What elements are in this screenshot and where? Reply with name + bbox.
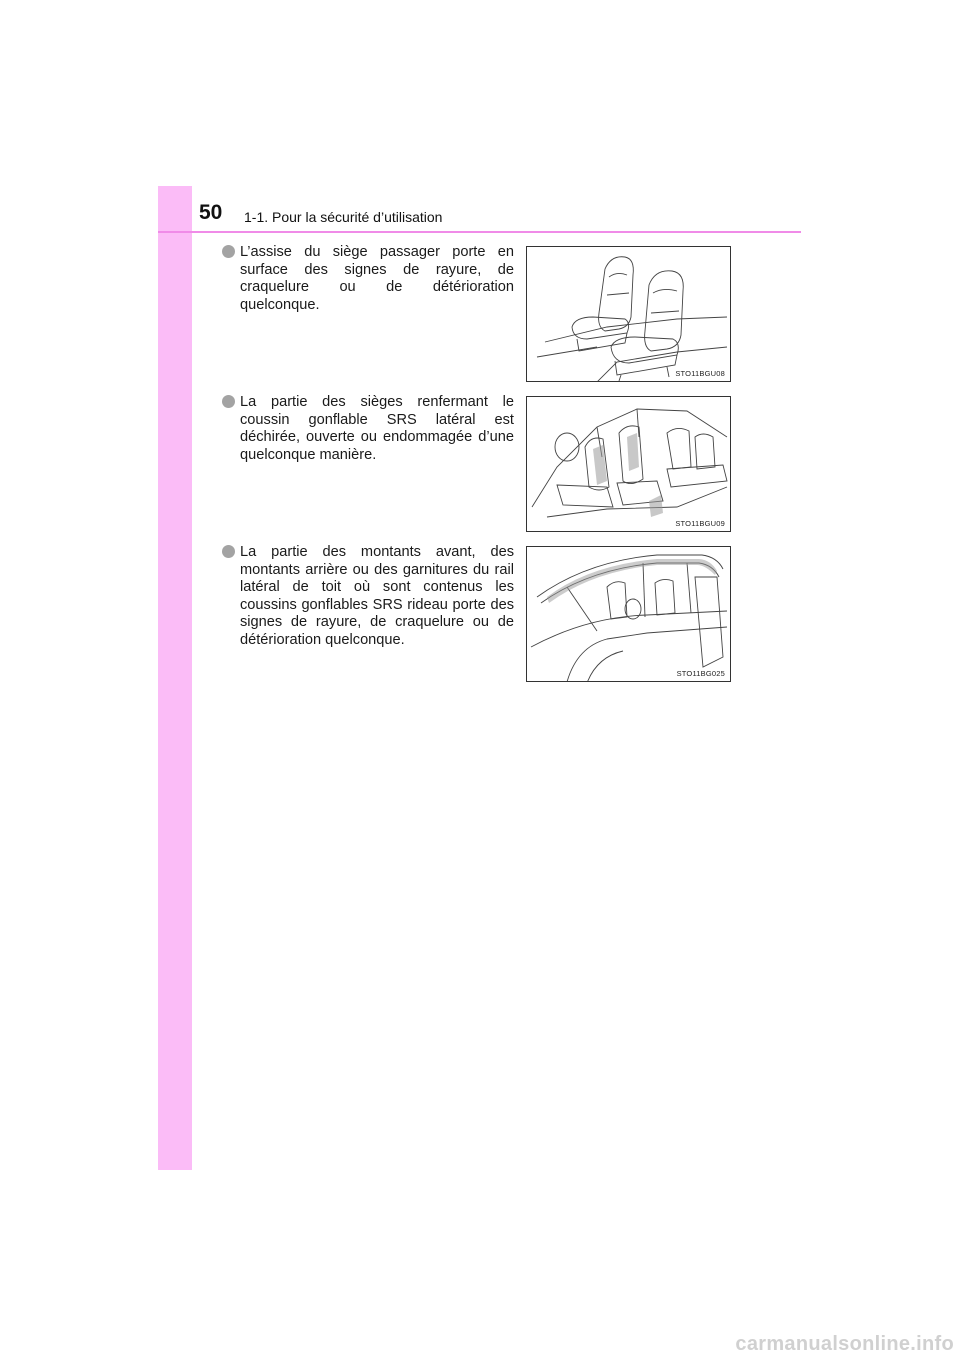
- figure-code: STO11BGU09: [675, 519, 725, 528]
- cabin-side-airbag-illustration: [527, 397, 731, 532]
- page-number: 50: [199, 201, 223, 224]
- figure-curtain-airbag: [526, 546, 731, 682]
- bullet-icon: [222, 245, 235, 258]
- watermark: carmanualsonline.info: [735, 1333, 954, 1355]
- section-title: 1-1. Pour la sécurité d’utilisation: [244, 209, 443, 225]
- figure-seats: [526, 246, 731, 382]
- bullet-icon: [222, 545, 235, 558]
- header-rule: [158, 231, 801, 233]
- list-item: [222, 244, 514, 314]
- list-item-text: La partie des montants avant, des montants arrière ou des garnitures du rail latéral de toit où sont contenus les coussins gonflables SRS rideau porte des signes de rayure, de craquelure ou de détérioration quelconque.: [240, 544, 514, 648]
- bullet-icon: [222, 395, 235, 408]
- list-item: [222, 394, 514, 464]
- side-color-band: [158, 186, 192, 1170]
- list-item-text: L’assise du siège passager porte en surface des signes de rayure, de craquelure ou de détérioration quelconque.: [240, 244, 514, 313]
- car-curtain-airbag-illustration: [527, 547, 731, 682]
- list-item-text: La partie des sièges renfermant le coussin gonflable SRS latéral est déchirée, ouverte ou endommagée d’une quelconque manière.: [240, 394, 514, 463]
- figure-side-airbag: [526, 396, 731, 532]
- figure-code: STO11BGU08: [675, 369, 725, 378]
- figure-code: STO11BG025: [676, 669, 725, 678]
- list-item: [222, 544, 514, 650]
- seats-illustration: [527, 247, 731, 382]
